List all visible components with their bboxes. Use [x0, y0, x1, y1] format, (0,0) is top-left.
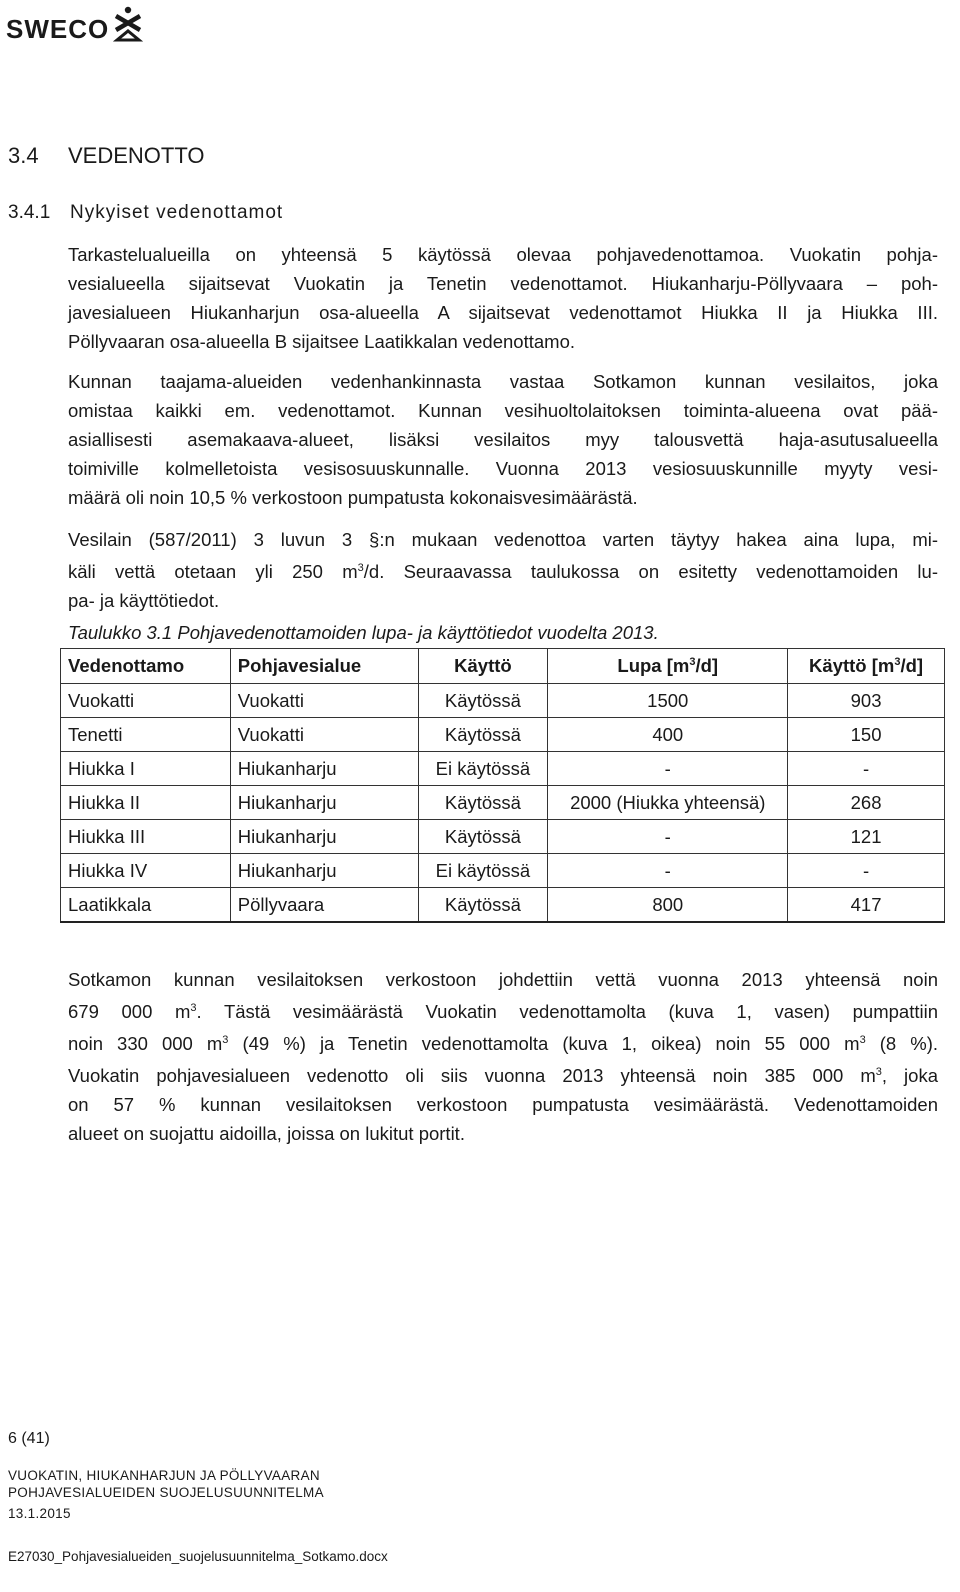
table-cell: Hiukka II — [61, 786, 231, 820]
table-cell: Hiukanharju — [230, 786, 418, 820]
page-number: 6 (41) — [8, 1430, 50, 1447]
table-cell: 417 — [788, 888, 945, 923]
table-cell: 268 — [788, 786, 945, 820]
paragraph-1 — [68, 240, 938, 356]
text-line: on 57 % kunnan vesilaitoksen verkostoon pumpatusta vesimäärästä. Vedenottamoiden — [68, 1094, 938, 1116]
table-cell: Käytössä — [418, 786, 548, 820]
table-cell: 150 — [788, 718, 945, 752]
text-line: Tarkastelualueilla on yhteensä 5 käytössä olevaa pohjavedenottamoa. Vuokatin pohja- — [68, 244, 938, 265]
text-line: vesialueella sijaitsevat Vuokatin ja Tenetin vedenottamot. Hiukanharju-Pöllyvaara – poh- — [68, 273, 938, 294]
table-row — [61, 718, 945, 752]
table-cell: 400 — [548, 718, 788, 752]
table-cell: Vuokatti — [230, 684, 418, 718]
table-row — [61, 752, 945, 786]
table-cell: 903 — [788, 684, 945, 718]
text-line: javesialueen Hiukanharjun osa-alueella A sijaitsevat vedenottamot Hiukka II ja Hiukka III. — [68, 302, 938, 323]
table-cell: Hiukanharju — [230, 854, 418, 888]
text-line: 679 000 $m^3$. Tästä vesimäärästä Vuokatin vedenottamolta (kuva 1, vasen) pumpattiin — [68, 1001, 938, 1023]
subsection-heading — [8, 202, 283, 224]
subsection-title: Nykyiset vedenottamot — [70, 202, 284, 223]
text-line: omistaa kaikki em. vedenottamot. Kunnan vesihuoltolaitoksen toiminta-alueena ovat pää- — [68, 400, 938, 421]
text-line: Pöllyvaaran osa-alueella B sijaitsee Laatikkalan vedenottamo. — [68, 331, 575, 352]
table-cell: Hiukanharju — [230, 820, 418, 854]
text-line: Vuokatin pohjavesialueen vedenotto oli siis vuonna 2013 yhteensä noin 385 000 $m^3$, joka — [68, 1065, 938, 1087]
table-cell: - — [548, 820, 788, 854]
text-line: asiallisesti asemakaava-alueet, lisäksi vesilaitos myy talousvettä haja-asutusalueella — [68, 429, 938, 450]
section-title: VEDENOTTO — [68, 143, 205, 168]
table-row — [61, 684, 945, 718]
table-cell: - — [548, 752, 788, 786]
section-number: 3.4 — [8, 143, 39, 168]
section-heading — [8, 143, 205, 169]
table-cell: Hiukka IV — [61, 854, 231, 888]
text-line: alueet on suojattu aidoilla, joissa on lukitut portit. — [68, 1123, 465, 1145]
header-cell: Vedenottamo — [61, 649, 231, 684]
table-cell: Käytössä — [418, 820, 548, 854]
sweco-logo — [6, 6, 143, 42]
sweco-logo-icon — [113, 6, 143, 42]
water-intake-table — [60, 648, 945, 923]
text-line: Vesilain (587/2011) 3 luvun 3 §:n mukaan vedenottoa varten täytyy hakea aina lupa, mi- — [68, 529, 938, 550]
table-cell: Laatikkala — [61, 888, 231, 923]
header-cell: Käyttö — [418, 649, 548, 684]
subsection-number: 3.4.1 — [8, 202, 51, 223]
paragraph-2 — [68, 367, 938, 512]
text-line: noin 330 000 $m^3$ (49 %) ja Tenetin vedenottamolta (kuva 1, oikea) noin 55 000 $m^3$ (8 %). — [68, 1033, 938, 1055]
table-row — [61, 888, 945, 923]
table-cell: Tenetti — [61, 718, 231, 752]
table-cell: - — [788, 752, 945, 786]
table-cell: 2000 (Hiukka yhteensä) — [548, 786, 788, 820]
table-cell: - — [788, 854, 945, 888]
table-cell: Ei käytössä — [418, 854, 548, 888]
footer-title-1: VUOKATIN, HIUKANHARJUN JA PÖLLYVAARAN — [8, 1468, 320, 1483]
text-line: käli vettä otetaan yli 250 $m^3/d$. Seuraavassa taulukossa on esitetty vedenottamoiden lu- — [68, 561, 938, 583]
footer-title-2: POHJAVESIALUEIDEN SUOJELUSUUNNITELMA — [8, 1485, 324, 1500]
table-cell: Hiukka III — [61, 820, 231, 854]
table-row — [61, 854, 945, 888]
table-row — [61, 820, 945, 854]
table-cell: Hiukanharju — [230, 752, 418, 786]
table-cell: - — [548, 854, 788, 888]
header-cell: Käyttö $[m^3/d]$ — [788, 649, 945, 684]
table-cell: 121 — [788, 820, 945, 854]
text-line: Kunnan taajama-alueiden vedenhankinnasta vastaa Sotkamon kunnan vesilaitos, joka — [68, 371, 938, 392]
table-cell: Käytössä — [418, 888, 548, 923]
text-line: pa- ja käyttötiedot. — [68, 590, 220, 612]
header-cell: Pohjavesialue — [230, 649, 418, 684]
text-line: toimiville kolmelletoista vesisosuuskunnalle. Vuonna 2013 vesiosuuskunnille myyty vesi- — [68, 458, 938, 479]
table-cell: 800 — [548, 888, 788, 923]
table-header-row — [61, 649, 945, 684]
text-line: Sotkamon kunnan vesilaitoksen verkostoon johdettiin vettä vuonna 2013 yhteensä noin — [68, 969, 938, 990]
table-cell: Käytössä — [418, 684, 548, 718]
table-cell: Vuokatti — [61, 684, 231, 718]
table-cell: Hiukka I — [61, 752, 231, 786]
footer-filename: E27030_Pohjavesialueiden_suojelusuunnitelma_Sotkamo.docx — [8, 1549, 388, 1564]
table-cell: Ei käytössä — [418, 752, 548, 786]
paragraph-3 — [68, 525, 938, 615]
table-row — [61, 786, 945, 820]
table-cell: Käytössä — [418, 718, 548, 752]
table-caption: Taulukko 3.1 Pohjavedenottamoiden lupa- ja käyttötiedot vuodelta 2013. — [68, 622, 659, 643]
table-cell: 1500 — [548, 684, 788, 718]
footer-date: 13.1.2015 — [8, 1506, 71, 1521]
header-cell: Lupa $[m^3/d]$ — [548, 649, 788, 684]
table-cell: Vuokatti — [230, 718, 418, 752]
text-line: määrä oli noin 10,5 % verkostoon pumpatusta kokonaisvesimäärästä. — [68, 487, 638, 508]
logo-text: SWECO — [6, 14, 110, 44]
table-cell: Pöllyvaara — [230, 888, 418, 923]
paragraph-4 — [68, 965, 938, 1148]
